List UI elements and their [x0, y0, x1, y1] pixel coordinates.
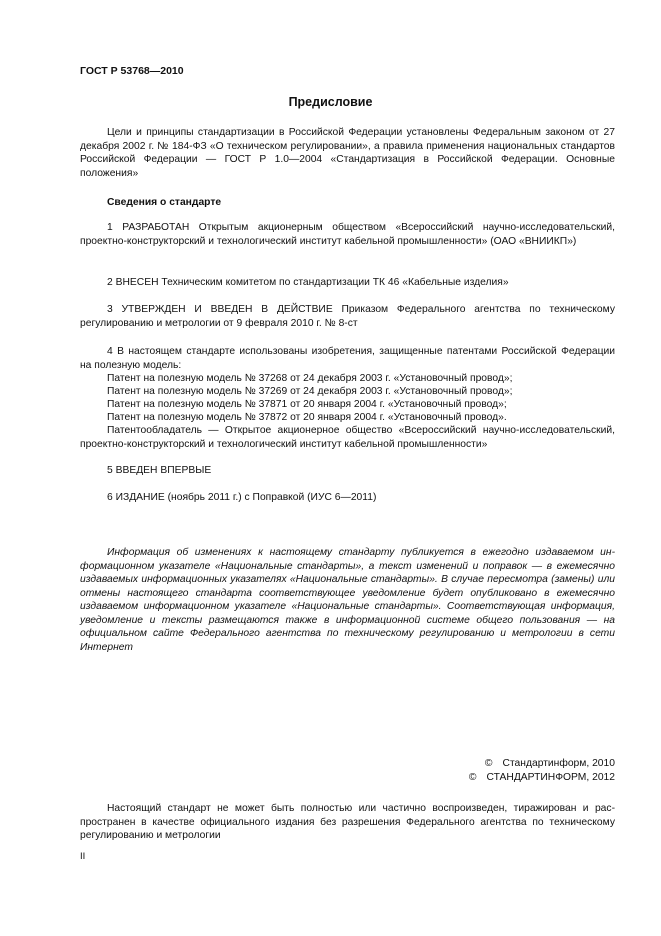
patent-line: Патент на полезную модель № 37871 от 20 января 2004 г. «Установочный провод»; — [107, 399, 507, 410]
copyright-holder: СТАНДАРТИНФОРМ, 2012 — [486, 772, 615, 783]
page-title: Предисловие — [288, 95, 373, 109]
item-inventions-intro: 4 В настоящем стандарте использованы изобретения, защищенные патентами Российской Федерации на полезную модель: — [80, 346, 615, 371]
copyright-line-1 — [485, 757, 615, 771]
patent-holder: Патентообладатель — Открытое акционерное общество «Всероссийский научно-исследовательский, проектно-конструкторский и технологический институт кабельной промышленности» — [80, 425, 615, 450]
item-first-time: 5 ВВЕДЕН ВПЕРВЫЕ — [107, 465, 212, 476]
copyright-line-2 — [469, 771, 615, 785]
document-id: ГОСТ Р 53768—2010 — [80, 65, 184, 77]
item-developed: 1 РАЗРАБОТАН Открытым акционерным обществом «Всероссийский научно-исследовательский, проектно-конструкторский и технологический институт кабельной промышленности» (ОАО «ВНИИКП») — [80, 222, 615, 247]
copyright-symbol: © — [468, 772, 477, 783]
item-edition: 6 ИЗДАНИЕ (ноябрь 2011 г.) с Поправкой (ИУС 6—2011) — [107, 492, 377, 503]
item-submitted: 2 ВНЕСЕН Техническим комитетом по стандартизации ТК 46 «Кабельные изделия» — [107, 277, 509, 288]
patent-line: Патент на полезную модель № 37268 от 24 декабря 2003 г. «Установочный провод»; — [107, 373, 513, 384]
page-number: II — [80, 851, 86, 862]
intro-paragraph: Цели и принципы стандартизации в Российской Федерации установлены Федеральным законом от 27 декабря 2002 г. № 184-ФЗ «О техническом регулировании», а правила применения национальных стандартов Российской Федерации — ГОСТ Р 1.0—2004 «Стандартизация в Российской Федерации. Основные положения» — [80, 127, 615, 179]
copyright-symbol: © — [484, 758, 493, 769]
changes-notice: Информация об изменениях к настоящему стандарту публикуется в ежегодно издаваемом информационном указателе «Национальные стандарты», а текст изменений и поправок — в ежемесячно издаваемых информационных указателях «Национальные стандарты». В случае пересмотра (замены) или отмены настоящего стандарта соответствующее уведомление будет опубликовано в ежемесячно издаваемом информационном указателе «Национальные стандарты». Соответствующая информация, уведомление и тексты размещаются также в информационной системе общего пользования — на официальном сайте Федерального агентства по техническому регулированию и метрологии в сети Интернет — [80, 547, 615, 653]
patent-line: Патент на полезную модель № 37269 от 24 декабря 2003 г. «Установочный провод»; — [107, 386, 513, 397]
copyright-holder: Стандартинформ, 2010 — [502, 758, 615, 769]
patent-line: Патент на полезную модель № 37872 от 20 января 2004 г. «Установочный провод». — [107, 412, 507, 423]
section-heading: Сведения о стандарте — [107, 197, 222, 208]
item-approved: 3 УТВЕРЖДЕН И ВВЕДЕН В ДЕЙСТВИЕ Приказом Федерального агентства по техническому регулированию и метрологии от 9 февраля 2010 г. № 8-ст — [80, 304, 615, 329]
rights-notice: Настоящий стандарт не может быть полностью или частично воспроизведен, тиражирован и распространен в качестве официального издания без разрешения Федерального агентства по техническому регулированию и метрологии — [80, 803, 615, 841]
